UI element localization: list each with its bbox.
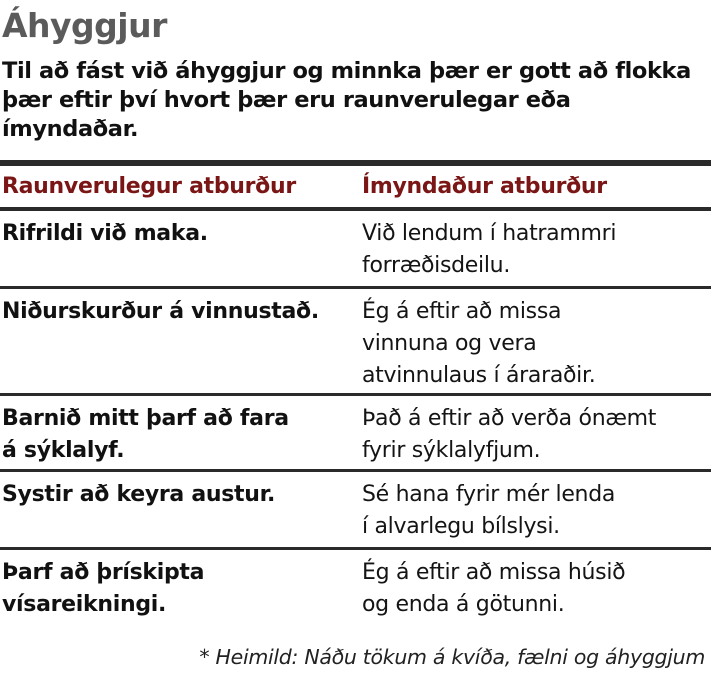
imagined-event-line: Ég á eftir að missa húsið — [362, 560, 626, 585]
imagined-event-cell — [362, 557, 707, 621]
imagined-event-line: atvinnulaus í áraraðir. — [362, 363, 596, 388]
imagined-event-line: Við lendum í hatrammri — [362, 221, 617, 246]
page-title: Áhyggjur — [2, 6, 167, 45]
real-event-cell — [2, 557, 352, 621]
imagined-event-line: í alvarlegu bílslysi. — [362, 514, 560, 539]
real-event-cell — [2, 218, 352, 250]
row-divider — [0, 286, 711, 289]
intro-text: Til að fást við áhyggjur og minnka þær er gott að flokka þær eftir því hvort þær eru raunverulegar eða ímyndaðar. — [2, 58, 691, 142]
real-event-line: Niðurskurður á vinnustað. — [2, 299, 319, 324]
real-event-line: Þarf að þrískipta — [2, 560, 205, 585]
real-event-line: Systir að keyra austur. — [2, 482, 276, 507]
imagined-event-line: Ég á eftir að missa — [362, 299, 562, 324]
imagined-event-line: og enda á götunni. — [362, 592, 565, 617]
real-event-line: vísareikningi. — [2, 592, 167, 617]
column-header-real: Raunverulegur atburður — [2, 174, 296, 199]
row-divider — [0, 547, 711, 550]
imagined-event-cell — [362, 218, 707, 282]
imagined-event-line: Það á eftir að verða ónæmt — [362, 406, 657, 431]
imagined-event-cell — [362, 403, 707, 467]
imagined-event-line: fyrir sýklalyfjum. — [362, 438, 541, 463]
imagined-event-cell — [362, 479, 707, 543]
imagined-event-line: Sé hana fyrir mér lenda — [362, 482, 616, 507]
real-event-line: á sýklalyf. — [2, 438, 125, 463]
row-divider — [0, 393, 711, 396]
imagined-event-line: forræðisdeilu. — [362, 253, 511, 278]
imagined-event-cell — [362, 296, 707, 392]
imagined-event-line: vinnuna og vera — [362, 331, 537, 356]
real-event-line: Barnið mitt þarf að fara — [2, 406, 289, 431]
real-event-cell — [2, 479, 352, 511]
top-rule — [0, 160, 711, 166]
column-header-imagined: Ímyndaður atburður — [362, 174, 607, 199]
real-event-cell — [2, 296, 352, 328]
real-event-line: Rifrildi við maka. — [2, 221, 208, 246]
real-event-cell — [2, 403, 352, 467]
source-note: * Heimild: Náðu tökum á kvíða, fælni og áhyggjum — [199, 645, 705, 669]
header-divider — [0, 207, 711, 211]
row-divider — [0, 469, 711, 472]
